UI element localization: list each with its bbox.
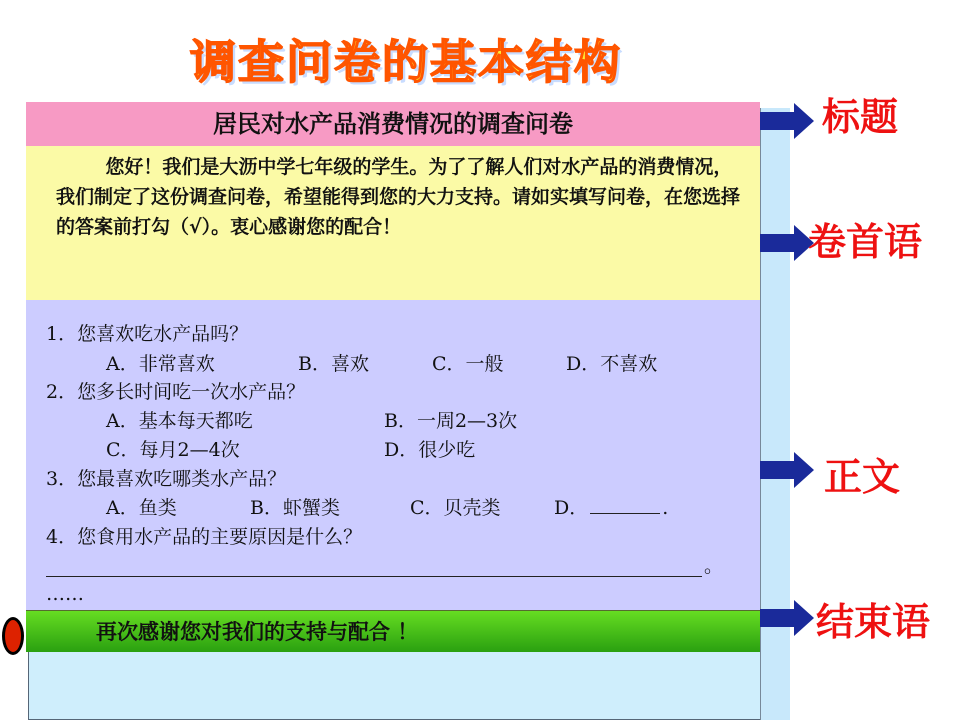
q2-option-c: C．每月2—4次 — [106, 439, 240, 461]
label-title: 标题 — [822, 95, 899, 139]
q1-option-a: A．非常喜欢 — [106, 353, 215, 375]
q3-period: . — [662, 497, 669, 519]
decoration-shape — [2, 617, 24, 655]
q4-period: 。 — [704, 555, 724, 577]
q4-answer-line — [46, 576, 702, 577]
q3-option-d-label: D． — [554, 497, 589, 519]
question-2: 2．您多长时间吃一次水产品？ — [46, 381, 306, 403]
q2-option-a: A．基本每天都吃 — [106, 410, 253, 432]
survey-closing-section: 再次感谢您对我们的支持与配合 ！ — [26, 610, 760, 652]
label-intro: 卷首语 — [808, 220, 923, 264]
arrow-closing-icon — [760, 600, 816, 636]
slide-title: 调查问卷的基本结构 — [190, 35, 622, 89]
survey-intro-section — [26, 146, 760, 300]
q1-option-c: C．一般 — [432, 353, 504, 375]
q2-option-d: D．很少吃 — [384, 439, 476, 461]
label-closing: 结束语 — [816, 600, 931, 644]
survey-title-section: 居民对水产品消费情况的调查问卷 — [26, 102, 760, 146]
q1-option-d: D．不喜欢 — [566, 353, 658, 375]
q2-option-b: B．一周2—3次 — [384, 410, 518, 432]
question-4: 4．您食用水产品的主要原因是什么？ — [46, 526, 363, 548]
q3-option-d — [554, 494, 668, 522]
arrow-body-icon — [760, 452, 816, 488]
ellipsis: …… — [46, 583, 84, 605]
q1-option-b: B．喜欢 — [298, 353, 369, 375]
q3-blank — [590, 495, 660, 514]
arrow-title-icon — [760, 103, 816, 139]
survey-body-section — [26, 300, 760, 610]
survey-intro-text: 您好！我们是大沥中学七年级的学生。为了了解人们对水产品的消费情况，我们制定了这份调查问卷，希望能得到您的大力支持。请如实填写问卷，在您选择的答案前打勾（√）。衷心感谢您的配合！ — [56, 156, 741, 238]
question-3: 3．您最喜欢吃哪类水产品？ — [46, 468, 287, 490]
question-1: 1．您喜欢吃水产品吗？ — [46, 323, 249, 345]
label-body: 正文 — [824, 455, 901, 499]
q3-option-b: B．虾蟹类 — [250, 497, 340, 519]
q3-option-c: C．贝壳类 — [410, 497, 501, 519]
q3-option-a: A．鱼类 — [106, 497, 177, 519]
